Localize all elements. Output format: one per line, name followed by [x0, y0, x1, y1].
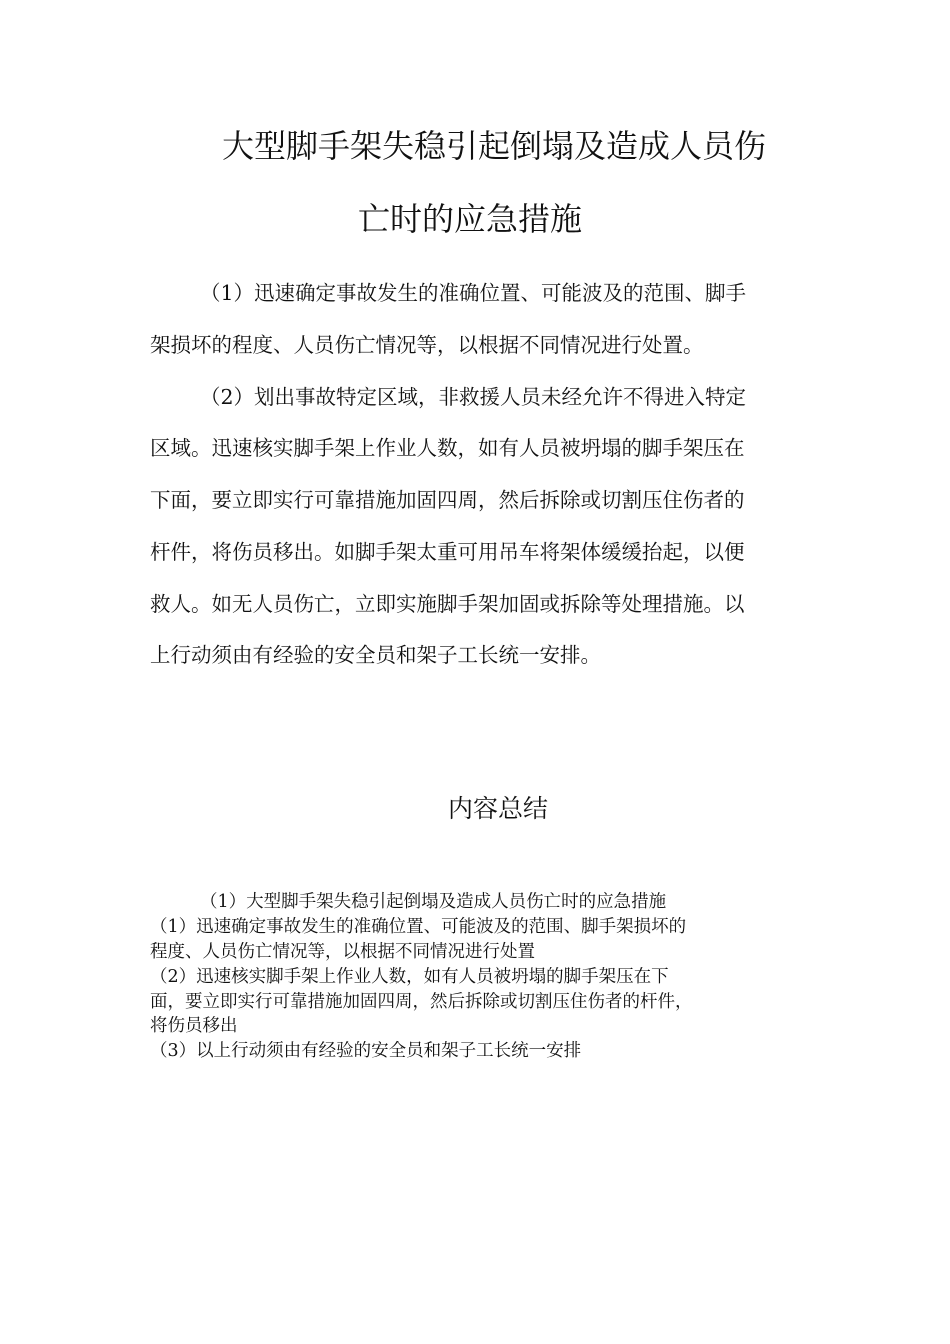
paragraph-1-line-2: 架损坏的程度、人员伤亡情况等，以根据不同情况进行处置。: [150, 333, 704, 357]
summary-line-3: 程度、人员伤亡情况等，以根据不同情况进行处置: [150, 942, 535, 962]
summary-line-1: （1）大型脚手架失稳引起倒塌及造成人员伤亡时的应急措施: [200, 892, 667, 912]
paragraph-2-line-3: 下面，要立即实行可靠措施加固四周，然后拆除或切割压住伤者的: [150, 488, 745, 512]
paragraph-2-line-4: 杆件，将伤员移出。如脚手架太重可用吊车将架体缓缓抬起，以便: [150, 540, 745, 564]
summary-line-4: （2）迅速核实脚手架上作业人数，如有人员被坍塌的脚手架压在下: [150, 967, 669, 987]
document-title-line-2: 亡时的应急措施: [358, 200, 583, 238]
paragraph-1-line-1: （1）迅速确定事故发生的准确位置、可能波及的范围、脚手: [200, 281, 747, 305]
summary-line-7: （3）以上行动须由有经验的安全员和架子工长统一安排: [150, 1041, 582, 1061]
summary-line-6: 将伤员移出: [150, 1016, 238, 1036]
summary-line-2: （1）迅速确定事故发生的准确位置、可能波及的范围、脚手架损坏的: [150, 917, 687, 937]
document-title-line-1: 大型脚手架失稳引起倒塌及造成人员伤: [222, 127, 767, 165]
summary-line-5: 面，要立即实行可靠措施加固四周，然后拆除或切割压住伤者的杆件，: [150, 992, 693, 1012]
paragraph-2-line-6: 上行动须由有经验的安全员和架子工长统一安排。: [150, 643, 601, 667]
paragraph-2-line-5: 救人。如无人员伤亡，立即实施脚手架加固或拆除等处理措施。以: [150, 592, 745, 616]
paragraph-2-line-2: 区域。迅速核实脚手架上作业人数，如有人员被坍塌的脚手架压在: [150, 436, 745, 460]
paragraph-2-line-1: （2）划出事故特定区域，非救援人员未经允许不得进入特定: [200, 385, 747, 409]
summary-heading: 内容总结: [448, 794, 549, 823]
